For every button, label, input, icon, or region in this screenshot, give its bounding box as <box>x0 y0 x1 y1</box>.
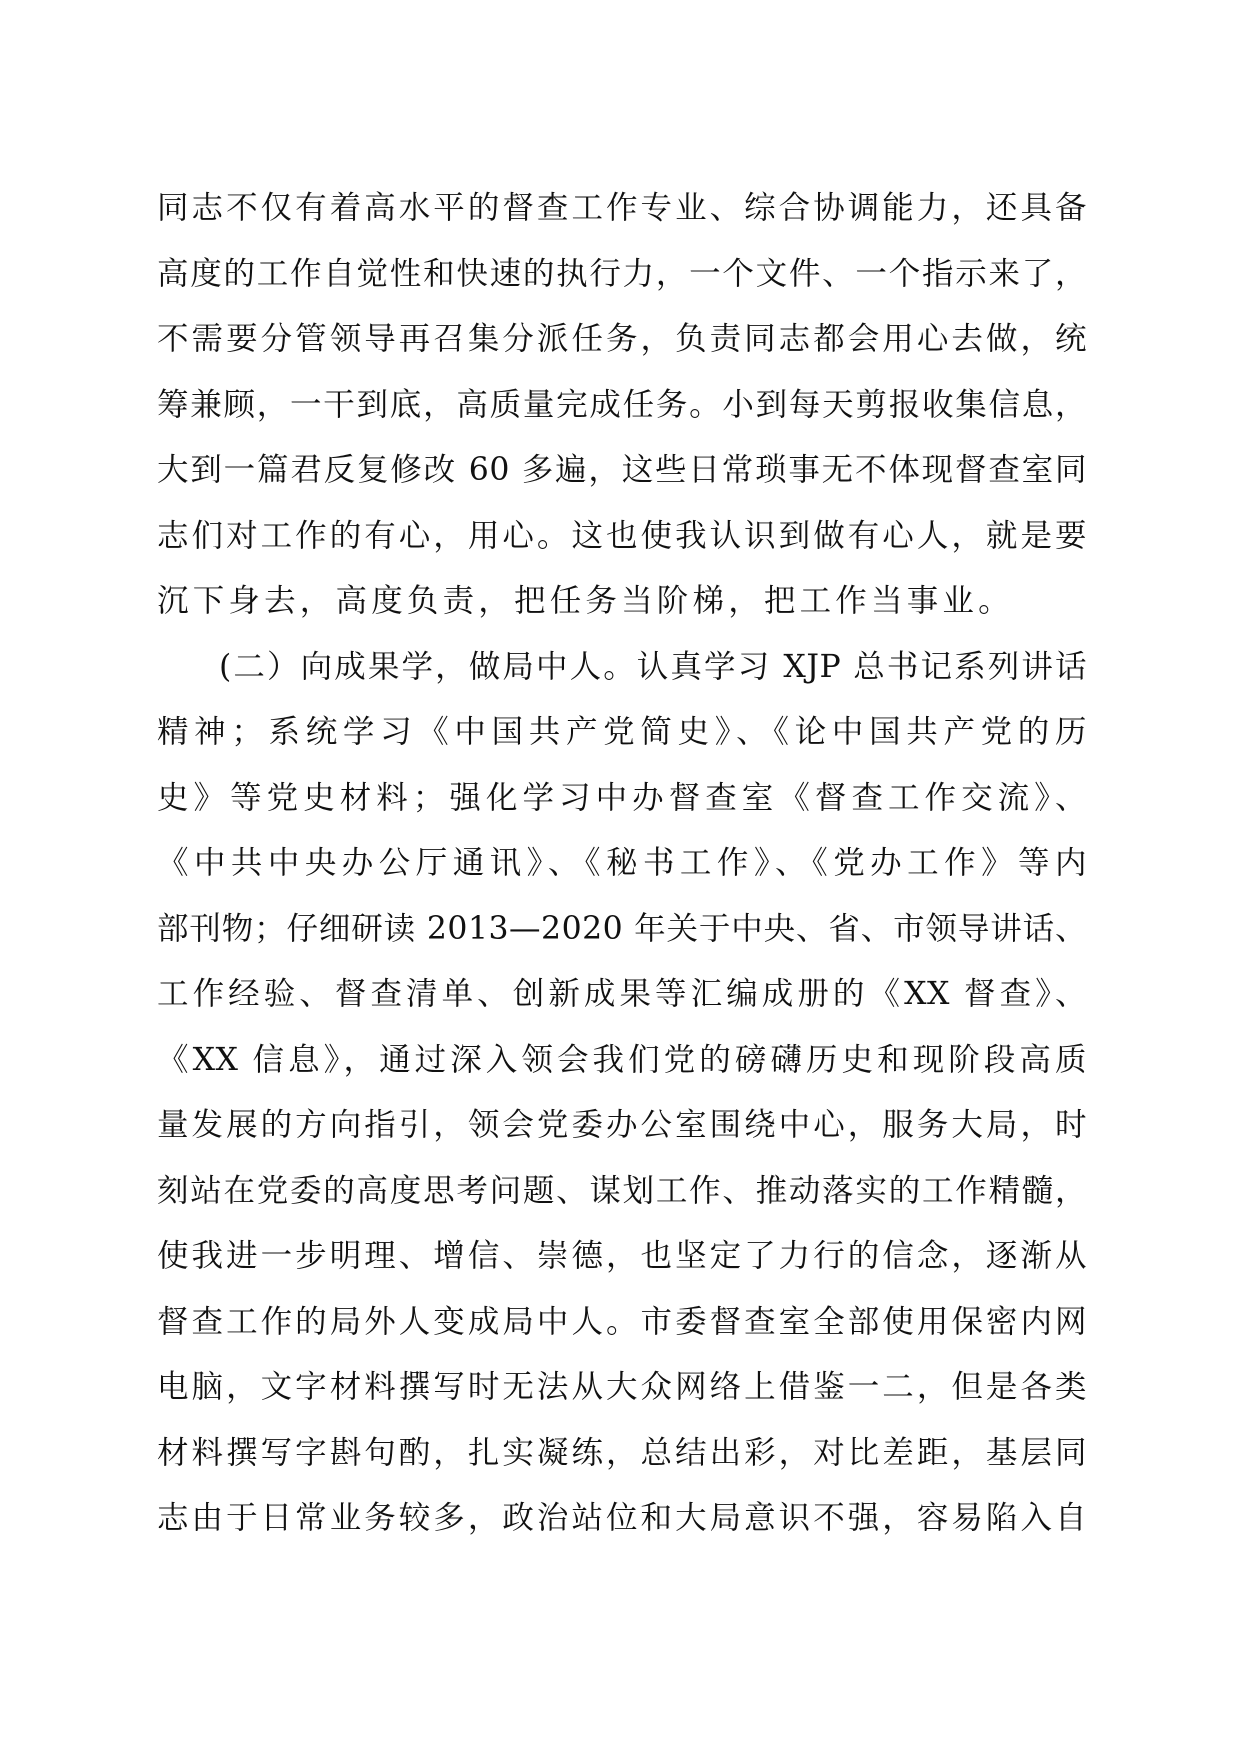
text-line: 高度的工作自觉性和快速的执行力，一个文件、一个指示来了， <box>157 255 1087 292</box>
text-line: 不需要分管领导再召集分派任务，负责同志都会用心去做，统 <box>157 321 1087 357</box>
text-line: 筹兼顾，一干到底，高质量完成任务。小到每天剪报收集信息， <box>157 386 1087 423</box>
text-line: 工作经验、督查清单、创新成果等汇编成册的《XX 督查》、 <box>157 976 1087 1012</box>
text-line: 刻站在党委的高度思考问题、谋划工作、推动落实的工作精髓， <box>157 1172 1087 1209</box>
text-line: 《中共中央办公厅通讯》、《秘书工作》、《党办工作》等内 <box>157 845 1087 881</box>
text-line: 志们对工作的有心，用心。这也使我认识到做有心人，就是要 <box>157 517 1087 554</box>
text-line: 使我进一步明理、增信、崇德，也坚定了力行的信念，逐渐从 <box>157 1238 1087 1274</box>
text-line: 督查工作的局外人变成局中人。市委督查室全部使用保密内网 <box>157 1303 1087 1340</box>
text-line: 大到一篇君反复修改 60 多遍，这些日常琐事无不体现督查室同 <box>157 452 1087 488</box>
body-text <box>157 188 1087 1564</box>
text-line: 《XX 信息》，通过深入领会我们党的磅礴历史和现阶段高质 <box>157 1041 1087 1078</box>
text-line: 精神；系统学习《中国共产党简史》、《论中国共产党的历 <box>157 714 1087 750</box>
text-line: 部刊物；仔细研读 2013—2020 年关于中央、省、市领导讲话、 <box>157 910 1087 947</box>
text-line: 同志不仅有着高水平的督查工作专业、综合协调能力，还具备 <box>157 190 1087 226</box>
text-line: 量发展的方向指引，领会党委办公室围绕中心，服务大局，时 <box>157 1107 1087 1143</box>
text-line: 志由于日常业务较多，政治站位和大局意识不强，容易陷入自 <box>157 1500 1087 1536</box>
text-line: 沉下身去，高度负责，把任务当阶梯，把工作当事业。 <box>157 583 1014 619</box>
text-line: 材料撰写字斟句酌，扎实凝练，总结出彩，对比差距，基层同 <box>157 1434 1087 1471</box>
section-heading-line: (二）向成果学，做局中人。认真学习 XJP 总书记系列讲话 <box>219 648 1087 685</box>
text-line: 电脑，文字材料撰写时无法从大众网络上借鉴一二，但是各类 <box>157 1369 1087 1405</box>
text-line: 史》等党史材料；强化学习中办督查室《督查工作交流》、 <box>157 779 1087 816</box>
